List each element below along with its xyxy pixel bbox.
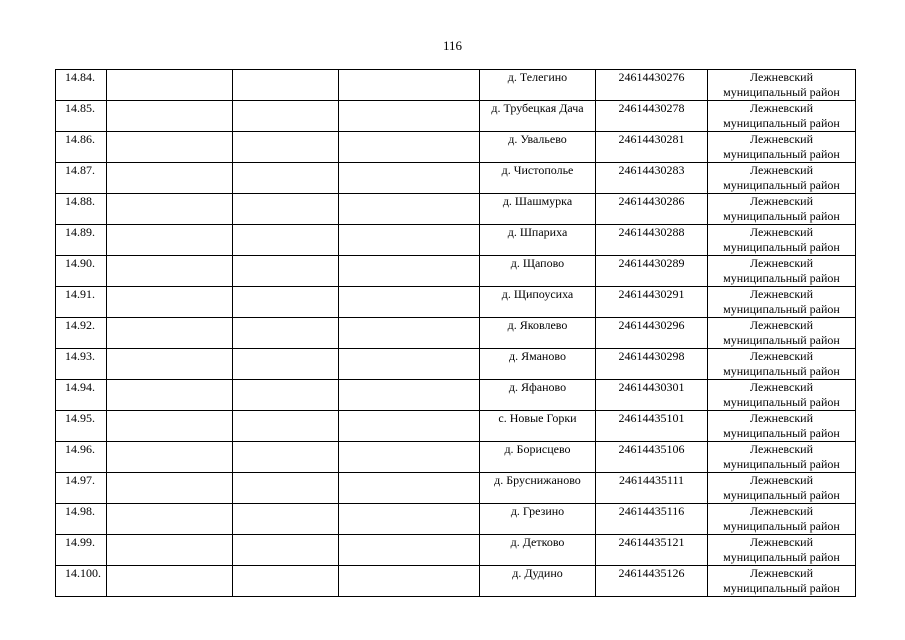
row-number-cell: 14.87.: [56, 163, 107, 194]
district-cell: [708, 411, 856, 442]
table-row: [56, 132, 856, 163]
empty-cell-3: [233, 163, 339, 194]
oktmo-code-cell: 24614435126: [596, 566, 708, 597]
district-line-2: муниципальный район: [723, 209, 840, 223]
district-cell: [708, 194, 856, 225]
table-row: [56, 535, 856, 566]
district-line-1: Лежневский: [749, 163, 814, 177]
page-number: 116: [442, 38, 463, 53]
oktmo-code-cell: 24614435101: [596, 411, 708, 442]
district-line-2: муниципальный район: [723, 333, 840, 347]
district-cell: [708, 349, 856, 380]
district-line-2: муниципальный район: [723, 395, 840, 409]
district-cell: [708, 473, 856, 504]
empty-cell-2: [107, 132, 233, 163]
oktmo-code-cell: 24614430281: [596, 132, 708, 163]
district-line-2: муниципальный район: [723, 85, 840, 99]
district-line-1: Лежневский: [749, 256, 814, 270]
oktmo-code-cell: 24614435121: [596, 535, 708, 566]
district-line-1: Лежневский: [749, 411, 814, 425]
district-cell: [708, 504, 856, 535]
empty-cell-4: [339, 132, 480, 163]
district-line-1: Лежневский: [749, 132, 814, 146]
empty-cell-3: [233, 70, 339, 101]
settlement-name-cell: д. Чистополье: [480, 163, 596, 194]
oktmo-code-cell: 24614430296: [596, 318, 708, 349]
settlement-name-cell: д. Телегино: [480, 70, 596, 101]
settlement-name-cell: д. Бруснижаново: [480, 473, 596, 504]
table-row: [56, 318, 856, 349]
oktmo-code-cell: 24614430278: [596, 101, 708, 132]
table-row: [56, 349, 856, 380]
district-line-2: муниципальный район: [723, 147, 840, 161]
district-line-1: Лежневский: [749, 225, 814, 239]
empty-cell-3: [233, 442, 339, 473]
row-number-cell: 14.89.: [56, 225, 107, 256]
settlements-table: [55, 69, 856, 597]
empty-cell-2: [107, 566, 233, 597]
district-line-2: муниципальный район: [723, 178, 840, 192]
row-number-cell: 14.96.: [56, 442, 107, 473]
district-line-2: муниципальный район: [723, 426, 840, 440]
district-line-2: муниципальный район: [723, 240, 840, 254]
empty-cell-4: [339, 101, 480, 132]
empty-cell-3: [233, 566, 339, 597]
row-number-cell: 14.85.: [56, 101, 107, 132]
row-number-cell: 14.97.: [56, 473, 107, 504]
row-number-cell: 14.94.: [56, 380, 107, 411]
district-line-2: муниципальный район: [723, 519, 840, 533]
district-line-1: Лежневский: [749, 70, 814, 84]
empty-cell-2: [107, 318, 233, 349]
table-row: [56, 504, 856, 535]
oktmo-code-cell: 24614430291: [596, 287, 708, 318]
empty-cell-4: [339, 287, 480, 318]
oktmo-code-cell: 24614430276: [596, 70, 708, 101]
district-cell: [708, 256, 856, 287]
settlement-name-cell: д. Шпариха: [480, 225, 596, 256]
table-row: [56, 194, 856, 225]
empty-cell-4: [339, 442, 480, 473]
empty-cell-4: [339, 194, 480, 225]
district-cell: [708, 535, 856, 566]
district-line-1: Лежневский: [749, 535, 814, 549]
table-row: [56, 287, 856, 318]
district-cell: [708, 225, 856, 256]
oktmo-code-cell: 24614430288: [596, 225, 708, 256]
empty-cell-2: [107, 163, 233, 194]
row-number-cell: 14.98.: [56, 504, 107, 535]
settlement-name-cell: д. Ямановo: [480, 349, 596, 380]
district-line-1: Лежневский: [749, 349, 814, 363]
table-row: [56, 473, 856, 504]
oktmo-code-cell: 24614435116: [596, 504, 708, 535]
empty-cell-2: [107, 101, 233, 132]
empty-cell-4: [339, 380, 480, 411]
district-line-2: муниципальный район: [723, 271, 840, 285]
settlement-name-cell: д. Яковлево: [480, 318, 596, 349]
row-number-cell: 14.92.: [56, 318, 107, 349]
empty-cell-4: [339, 411, 480, 442]
empty-cell-2: [107, 473, 233, 504]
settlement-name-cell: д. Щипоусиха: [480, 287, 596, 318]
row-number-cell: 14.88.: [56, 194, 107, 225]
district-cell: [708, 70, 856, 101]
district-line-1: Лежневский: [749, 504, 814, 518]
district-line-2: муниципальный район: [723, 488, 840, 502]
settlement-name-cell: д. Борисцево: [480, 442, 596, 473]
district-line-2: муниципальный район: [723, 364, 840, 378]
empty-cell-2: [107, 380, 233, 411]
table-row: [56, 163, 856, 194]
oktmo-code-cell: 24614430289: [596, 256, 708, 287]
district-cell: [708, 163, 856, 194]
empty-cell-3: [233, 287, 339, 318]
empty-cell-2: [107, 287, 233, 318]
row-number-cell: 14.100.: [56, 566, 107, 597]
empty-cell-2: [107, 225, 233, 256]
empty-cell-4: [339, 225, 480, 256]
settlement-name-cell: д. Яфаново: [480, 380, 596, 411]
oktmo-code-cell: 24614430283: [596, 163, 708, 194]
district-line-2: муниципальный район: [723, 116, 840, 130]
oktmo-code-cell: 24614430286: [596, 194, 708, 225]
district-cell: [708, 566, 856, 597]
row-number-cell: 14.86.: [56, 132, 107, 163]
settlement-name-cell: д. Трубецкая Дача: [480, 101, 596, 132]
district-cell: [708, 287, 856, 318]
empty-cell-2: [107, 504, 233, 535]
empty-cell-4: [339, 473, 480, 504]
table-row: [56, 101, 856, 132]
district-line-1: Лежневский: [749, 287, 814, 301]
district-cell: [708, 132, 856, 163]
settlement-name-cell: д. Шашмурка: [480, 194, 596, 225]
oktmo-code-cell: 24614430301: [596, 380, 708, 411]
empty-cell-2: [107, 442, 233, 473]
row-number-cell: 14.84.: [56, 70, 107, 101]
district-line-2: муниципальный район: [723, 581, 840, 595]
row-number-cell: 14.91.: [56, 287, 107, 318]
empty-cell-3: [233, 473, 339, 504]
empty-cell-4: [339, 318, 480, 349]
empty-cell-3: [233, 318, 339, 349]
empty-cell-3: [233, 194, 339, 225]
table-row: [56, 411, 856, 442]
district-line-1: Лежневский: [749, 380, 814, 394]
empty-cell-3: [233, 132, 339, 163]
settlement-name-cell: д. Дудино: [480, 566, 596, 597]
table-row: [56, 256, 856, 287]
empty-cell-3: [233, 349, 339, 380]
empty-cell-4: [339, 504, 480, 535]
empty-cell-4: [339, 256, 480, 287]
row-number-cell: 14.90.: [56, 256, 107, 287]
empty-cell-4: [339, 535, 480, 566]
district-line-1: Лежневский: [749, 194, 814, 208]
empty-cell-2: [107, 256, 233, 287]
empty-cell-4: [339, 70, 480, 101]
oktmo-code-cell: 24614435111: [596, 473, 708, 504]
district-line-1: Лежневский: [749, 101, 814, 115]
empty-cell-4: [339, 349, 480, 380]
district-cell: [708, 380, 856, 411]
oktmo-code-cell: 24614430298: [596, 349, 708, 380]
district-line-1: Лежневский: [749, 566, 814, 580]
settlement-name-cell: с. Новые Горки: [480, 411, 596, 442]
table-row: [56, 225, 856, 256]
settlement-name-cell: д. Грезино: [480, 504, 596, 535]
empty-cell-2: [107, 70, 233, 101]
empty-cell-3: [233, 101, 339, 132]
row-number-cell: 14.93.: [56, 349, 107, 380]
empty-cell-2: [107, 349, 233, 380]
district-line-2: муниципальный район: [723, 550, 840, 564]
table-row: [56, 566, 856, 597]
table-row: [56, 442, 856, 473]
empty-cell-4: [339, 566, 480, 597]
settlement-name-cell: д. Увальево: [480, 132, 596, 163]
table-row: [56, 380, 856, 411]
empty-cell-3: [233, 411, 339, 442]
empty-cell-2: [107, 194, 233, 225]
district-line-1: Лежневский: [749, 473, 814, 487]
district-line-2: муниципальный район: [723, 457, 840, 471]
district-line-2: муниципальный район: [723, 302, 840, 316]
district-line-1: Лежневский: [749, 442, 814, 456]
settlement-name-cell: д. Щапово: [480, 256, 596, 287]
row-number-cell: 14.95.: [56, 411, 107, 442]
empty-cell-3: [233, 504, 339, 535]
table-body: [56, 70, 856, 597]
district-cell: [708, 442, 856, 473]
empty-cell-3: [233, 225, 339, 256]
district-cell: [708, 318, 856, 349]
district-line-1: Лежневский: [749, 318, 814, 332]
empty-cell-4: [339, 163, 480, 194]
settlement-name-cell: д. Детково: [480, 535, 596, 566]
table-row: [56, 70, 856, 101]
row-number-cell: 14.99.: [56, 535, 107, 566]
empty-cell-3: [233, 256, 339, 287]
empty-cell-2: [107, 411, 233, 442]
empty-cell-2: [107, 535, 233, 566]
district-cell: [708, 101, 856, 132]
empty-cell-3: [233, 535, 339, 566]
oktmo-code-cell: 24614435106: [596, 442, 708, 473]
empty-cell-3: [233, 380, 339, 411]
